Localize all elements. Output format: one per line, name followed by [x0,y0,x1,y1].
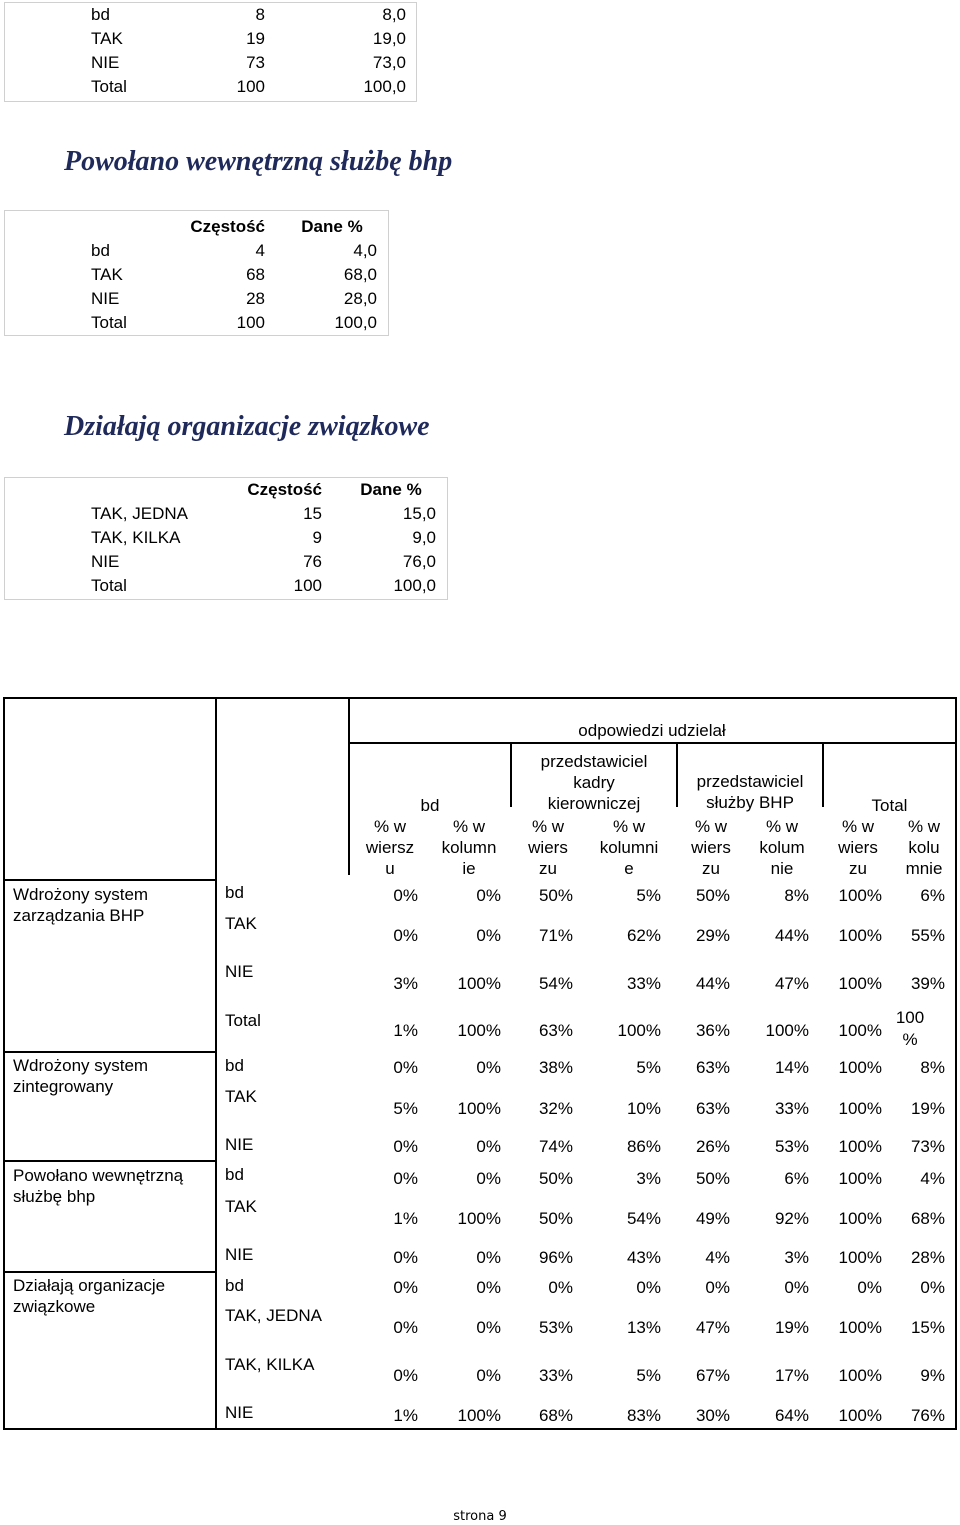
row-percent: 8,0 [382,5,406,24]
crosstab-value: 28% [910,1248,945,1267]
crosstab-value: 49% [695,1209,730,1228]
crosstab-value: 50% [538,1169,573,1188]
crosstab-value: 5% [636,886,661,905]
crosstab-value: 19% [910,1099,945,1118]
crosstab-value: 63% [538,1021,573,1040]
column-subheader: % w wiers zu [691,817,731,878]
row-label: Total [91,77,127,96]
crosstab-value: 36% [695,1021,730,1040]
crosstab-value: 0% [857,1278,882,1297]
crosstab-value: 5% [636,1058,661,1077]
crosstab-value: 0% [393,926,418,945]
crosstab-value: 0% [393,1366,418,1385]
row-label: TAK, JEDNA [91,504,188,523]
crosstab-value: 10% [626,1099,661,1118]
column-subheader: % w kolu mnie [905,817,943,878]
row-group-label: Wdrożony system zintegrowany [13,1056,149,1096]
grid-line [3,1051,216,1053]
column-subheader: % w kolum nie [759,817,805,878]
row-label: bd [225,1056,244,1075]
crosstab-value: 100% [838,1366,882,1385]
row-label: TAK [91,29,123,48]
page-number: strona 9 [453,1509,507,1524]
crosstab-value: 5% [393,1099,418,1118]
crosstab-value: 96% [538,1248,573,1267]
row-label: TAK, JEDNA [225,1306,322,1325]
row-label: bd [225,883,244,902]
row-label: TAK, KILKA [91,528,181,547]
row-label: Total [225,1011,261,1030]
crosstab-value: 50% [695,1169,730,1188]
crosstab-value: 33% [774,1099,809,1118]
crosstab-value: 4% [920,1169,945,1188]
crosstab-top-header: odpowiedzi udzielał [578,721,726,740]
crosstab-value: 15% [910,1318,945,1337]
row-label: NIE [225,1135,254,1154]
header-count: Częstość [247,480,322,499]
crosstab-value: 14% [774,1058,809,1077]
crosstab-value: 0% [393,1248,418,1267]
crosstab-value: 9% [920,1366,945,1385]
row-group-label: Powołano wewnętrzną służbę bhp [13,1166,184,1206]
crosstab-value: 100% [838,1021,882,1040]
crosstab-value: 44% [774,926,809,945]
crosstab-value: 0% [476,1366,501,1385]
row-percent: 28,0 [343,289,377,308]
crosstab-value: 47% [774,974,809,993]
crosstab-value: 92% [774,1209,809,1228]
crosstab-value: 0% [393,1169,418,1188]
crosstab-value: 73% [910,1137,945,1156]
row-label: NIE [225,1403,254,1422]
crosstab-value: 8% [920,1058,945,1077]
crosstab-value: 3% [784,1248,809,1267]
crosstab-value: 100% [617,1021,661,1040]
crosstab-value: 100 % [895,1008,925,1049]
crosstab-value: 74% [538,1137,573,1156]
row-percent: 100,0 [393,576,436,595]
header-percent: Dane % [360,480,422,499]
crosstab-value: 68% [538,1406,573,1425]
crosstab-value: 0% [476,1137,501,1156]
crosstab-value: 32% [538,1099,573,1118]
crosstab-value: 50% [538,1209,573,1228]
crosstab-value: 100% [838,974,882,993]
crosstab-value: 0% [920,1278,945,1297]
grid-line [3,1160,216,1162]
crosstab-value: 0% [476,1278,501,1297]
row-percent: 100,0 [334,313,377,332]
crosstab-value: 0% [476,886,501,905]
crosstab-value: 54% [538,974,573,993]
crosstab-value: 100% [457,974,501,993]
row-label: TAK, KILKA [225,1355,315,1374]
crosstab-value: 0% [636,1278,661,1297]
crosstab-value: 100% [838,1318,882,1337]
crosstab-value: 3% [636,1169,661,1188]
crosstab-value: 100% [838,1058,882,1077]
crosstab-value: 50% [538,886,573,905]
crosstab-value: 39% [910,974,945,993]
row-label: bd [225,1165,244,1184]
row-group-label: Działają organizacje związkowe [13,1276,166,1316]
crosstab-value: 100% [838,926,882,945]
column-subheader: % w wiers zu [528,817,568,878]
crosstab-value: 38% [538,1058,573,1077]
row-group-label: Wdrożony system zarządzania BHP [13,885,149,925]
crosstab-value: 0% [705,1278,730,1297]
column-subheader: % w wiers zu [838,817,878,878]
crosstab-value: 100% [838,1248,882,1267]
row-count: 73 [246,53,265,72]
crosstab-value: 63% [695,1099,730,1118]
crosstab-value: 83% [626,1406,661,1425]
crosstab-value: 64% [774,1406,809,1425]
row-percent: 19,0 [372,29,406,48]
crosstab-value: 100% [838,1406,882,1425]
crosstab-value: 1% [393,1209,418,1228]
crosstab-value: 33% [626,974,661,993]
column-subheader: % w kolumni e [599,817,659,878]
crosstab-value: 86% [626,1137,661,1156]
crosstab-value: 29% [695,926,730,945]
header-percent: Dane % [301,217,363,236]
crosstab-value: 8% [784,886,809,905]
crosstab-value: 100% [838,1099,882,1118]
crosstab-value: 100% [838,1169,882,1188]
crosstab-value: 0% [784,1278,809,1297]
crosstab-value: 0% [393,1278,418,1297]
crosstab-value: 17% [774,1366,809,1385]
row-percent: 100,0 [363,77,406,96]
crosstab-value: 0% [393,1137,418,1156]
crosstab-value: 100% [765,1021,809,1040]
row-percent: 15,0 [402,504,436,523]
row-percent: 76,0 [402,552,436,571]
crosstab-value: 44% [695,974,730,993]
crosstab-value: 0% [476,1169,501,1188]
row-label: bd [91,241,110,260]
crosstab-value: 6% [920,886,945,905]
row-label: TAK [225,914,257,933]
row-count: 9 [312,528,322,547]
row-label: TAK [225,1087,257,1106]
row-percent: 4,0 [353,241,377,260]
crosstab-value: 100% [457,1099,501,1118]
row-percent: 73,0 [372,53,406,72]
crosstab-value: 100% [457,1209,501,1228]
crosstab-value: 100% [838,1137,882,1156]
crosstab-value: 55% [910,926,945,945]
crosstab-value: 1% [393,1021,418,1040]
row-label: NIE [225,1245,254,1264]
row-label: Total [91,576,127,595]
crosstab-value: 76% [910,1406,945,1425]
column-group-header: przedstawiciel służby BHP [696,772,804,812]
crosstab-value: 43% [626,1248,661,1267]
grid-line [3,879,216,881]
crosstab-value: 0% [548,1278,573,1297]
column-group-header: przedstawiciel kadry kierowniczej [540,752,648,813]
row-count: 76 [303,552,322,571]
crosstab-value: 0% [476,1318,501,1337]
crosstab-value: 0% [476,926,501,945]
crosstab-value: 100% [838,1209,882,1228]
crosstab-value: 0% [393,886,418,905]
column-subheader: % w wiersz u [365,817,415,878]
crosstab-value: 47% [695,1318,730,1337]
row-count: 19 [246,29,265,48]
crosstab-value: 5% [636,1366,661,1385]
crosstab-value: 67% [695,1366,730,1385]
crosstab-value: 6% [784,1169,809,1188]
row-count: 4 [255,241,265,260]
crosstab-value: 0% [476,1248,501,1267]
crosstab-value: 54% [626,1209,661,1228]
column-group-header: Total [871,796,908,815]
row-count: 100 [236,313,265,332]
crosstab-value: 3% [393,974,418,993]
row-label: TAK [91,265,123,284]
crosstab-value: 0% [393,1318,418,1337]
row-label: NIE [91,289,120,308]
crosstab-value: 100% [838,886,882,905]
crosstab-value: 26% [695,1137,730,1156]
crosstab-value: 68% [910,1209,945,1228]
row-label: bd [225,1276,244,1295]
crosstab-value: 62% [626,926,661,945]
crosstab-value: 4% [705,1248,730,1267]
row-count: 28 [246,289,265,308]
grid-line [3,1271,216,1273]
crosstab-value: 50% [695,886,730,905]
row-percent: 9,0 [412,528,436,547]
crosstab-value: 19% [774,1318,809,1337]
row-count: 100 [293,576,322,595]
row-label: NIE [225,962,254,981]
section-title-sluzba-bhp: Powołano wewnętrzną służbę bhp [64,146,453,177]
section-title-organizacje-zwiazkowe: Działają organizacje związkowe [64,411,430,442]
row-count: 15 [303,504,322,523]
row-label: Total [91,313,127,332]
crosstab-value: 0% [476,1058,501,1077]
crosstab-value: 53% [774,1137,809,1156]
row-count: 100 [236,77,265,96]
column-group-header: bd [420,796,440,815]
row-count: 8 [255,5,265,24]
row-label: TAK [225,1197,257,1216]
crosstab-value: 33% [538,1366,573,1385]
column-subheader: % w kolumn ie [441,817,497,878]
row-count: 68 [246,265,265,284]
row-percent: 68,0 [343,265,377,284]
crosstab-value: 100% [457,1021,501,1040]
row-label: NIE [91,552,120,571]
row-label: bd [91,5,110,24]
crosstab-value: 53% [538,1318,573,1337]
crosstab-value: 30% [695,1406,730,1425]
crosstab-value: 63% [695,1058,730,1077]
crosstab-value: 71% [538,926,573,945]
crosstab-value: 13% [626,1318,661,1337]
crosstab-value: 0% [393,1058,418,1077]
page-footer [0,1508,960,1524]
row-label: NIE [91,53,120,72]
grid-line [349,742,955,744]
crosstab-value: 1% [393,1406,418,1425]
crosstab-value: 100% [457,1406,501,1425]
grid-line [215,697,217,1430]
header-count: Częstość [190,217,265,236]
